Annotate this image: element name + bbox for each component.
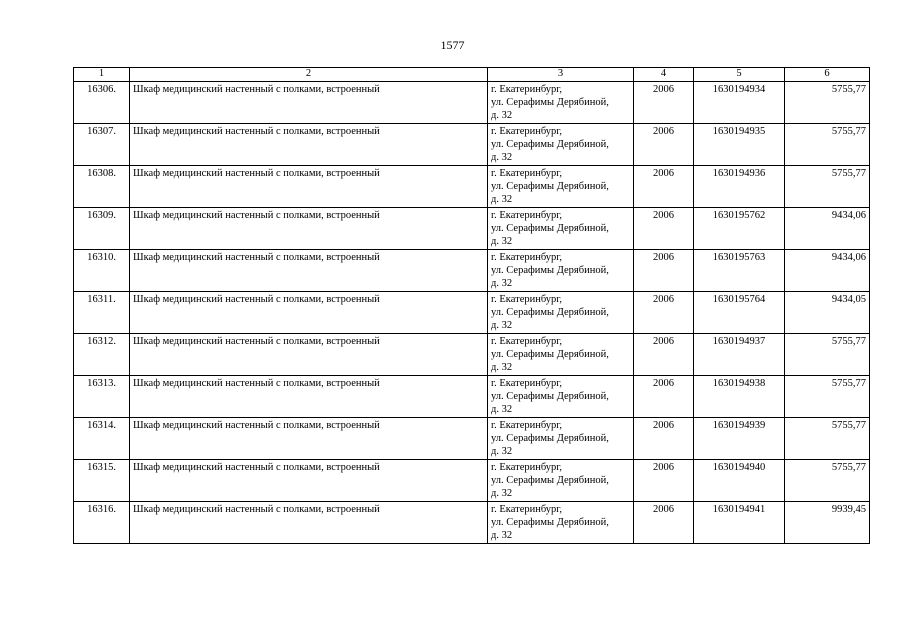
year-cell: 2006 <box>634 460 694 502</box>
table-body <box>74 82 870 544</box>
address-cell <box>488 250 634 292</box>
row-number-cell: 16313. <box>74 376 130 418</box>
year-cell: 2006 <box>634 418 694 460</box>
value-cell: 5755,77 <box>785 124 870 166</box>
address-line: ул. Серафимы Дерябиной, <box>491 433 609 444</box>
table-row <box>74 166 870 208</box>
row-number-cell: 16315. <box>74 460 130 502</box>
table-row <box>74 208 870 250</box>
item-name-cell: Шкаф медицинский настенный с полками, встроенный <box>130 376 488 418</box>
address-cell <box>488 334 634 376</box>
address-cell <box>488 460 634 502</box>
item-name-cell: Шкаф медицинский настенный с полками, встроенный <box>130 166 488 208</box>
year-cell: 2006 <box>634 292 694 334</box>
item-name-cell: Шкаф медицинский настенный с полками, встроенный <box>130 418 488 460</box>
value-cell: 5755,77 <box>785 418 870 460</box>
item-name-cell: Шкаф медицинский настенный с полками, встроенный <box>130 208 488 250</box>
address-line: д. 32 <box>491 278 513 289</box>
row-number-cell: 16309. <box>74 208 130 250</box>
inventory-code-cell: 1630194938 <box>694 376 785 418</box>
address-line: д. 32 <box>491 446 513 457</box>
year-cell: 2006 <box>634 334 694 376</box>
year-cell: 2006 <box>634 166 694 208</box>
table-row <box>74 124 870 166</box>
address-line: ул. Серафимы Дерябиной, <box>491 475 609 486</box>
year-cell: 2006 <box>634 502 694 544</box>
value-cell: 5755,77 <box>785 166 870 208</box>
item-name-cell: Шкаф медицинский настенный с полками, встроенный <box>130 460 488 502</box>
column-header-3: 3 <box>488 68 634 82</box>
row-number-cell: 16314. <box>74 418 130 460</box>
value-cell: 9434,06 <box>785 250 870 292</box>
year-cell: 2006 <box>634 82 694 124</box>
address-line: ул. Серафимы Дерябиной, <box>491 181 609 192</box>
value-cell: 5755,77 <box>785 82 870 124</box>
address-line: г. Екатеринбург, <box>491 420 563 431</box>
address-line: г. Екатеринбург, <box>491 168 563 179</box>
address-line: ул. Серафимы Дерябиной, <box>491 223 609 234</box>
property-registry-table <box>73 67 870 544</box>
year-cell: 2006 <box>634 124 694 166</box>
address-line: д. 32 <box>491 152 513 163</box>
inventory-code-cell: 1630194935 <box>694 124 785 166</box>
address-line: ул. Серафимы Дерябиной, <box>491 265 609 276</box>
address-line: г. Екатеринбург, <box>491 378 563 389</box>
address-line: ул. Серафимы Дерябиной, <box>491 349 609 360</box>
inventory-code-cell: 1630195762 <box>694 208 785 250</box>
row-number-cell: 16308. <box>74 166 130 208</box>
address-cell <box>488 208 634 250</box>
inventory-code-cell: 1630194941 <box>694 502 785 544</box>
value-cell: 9434,06 <box>785 208 870 250</box>
table-row <box>74 418 870 460</box>
inventory-code-cell: 1630194939 <box>694 418 785 460</box>
inventory-code-cell: 1630195763 <box>694 250 785 292</box>
column-header-5: 5 <box>694 68 785 82</box>
row-number-cell: 16316. <box>74 502 130 544</box>
year-cell: 2006 <box>634 250 694 292</box>
column-header-1: 1 <box>74 68 130 82</box>
item-name-cell: Шкаф медицинский настенный с полками, встроенный <box>130 124 488 166</box>
address-line: д. 32 <box>491 404 513 415</box>
address-cell <box>488 418 634 460</box>
table-row <box>74 502 870 544</box>
address-line: г. Екатеринбург, <box>491 126 563 137</box>
address-line: д. 32 <box>491 320 513 331</box>
inventory-code-cell: 1630194934 <box>694 82 785 124</box>
value-cell: 5755,77 <box>785 334 870 376</box>
address-line: д. 32 <box>491 110 513 121</box>
address-line: д. 32 <box>491 362 513 373</box>
table-row <box>74 82 870 124</box>
table-row <box>74 334 870 376</box>
address-line: г. Екатеринбург, <box>491 84 563 95</box>
inventory-code-cell: 1630194940 <box>694 460 785 502</box>
value-cell: 9434,05 <box>785 292 870 334</box>
address-line: ул. Серафимы Дерябиной, <box>491 97 609 108</box>
column-header-6: 6 <box>785 68 870 82</box>
table-row <box>74 250 870 292</box>
column-header-2: 2 <box>130 68 488 82</box>
address-line: ул. Серафимы Дерябиной, <box>491 391 609 402</box>
address-line: д. 32 <box>491 236 513 247</box>
address-line: д. 32 <box>491 488 513 499</box>
year-cell: 2006 <box>634 208 694 250</box>
table-header-row <box>74 68 870 82</box>
item-name-cell: Шкаф медицинский настенный с полками, встроенный <box>130 334 488 376</box>
inventory-code-cell: 1630194936 <box>694 166 785 208</box>
address-line: г. Екатеринбург, <box>491 210 563 221</box>
row-number-cell: 16306. <box>74 82 130 124</box>
value-cell: 5755,77 <box>785 460 870 502</box>
page-number: 1577 <box>440 38 465 52</box>
column-header-4: 4 <box>634 68 694 82</box>
row-number-cell: 16307. <box>74 124 130 166</box>
address-cell <box>488 502 634 544</box>
address-line: г. Екатеринбург, <box>491 504 563 515</box>
inventory-code-cell: 1630194937 <box>694 334 785 376</box>
address-cell <box>488 166 634 208</box>
row-number-cell: 16312. <box>74 334 130 376</box>
address-line: д. 32 <box>491 194 513 205</box>
item-name-cell: Шкаф медицинский настенный с полками, встроенный <box>130 250 488 292</box>
table-row <box>74 292 870 334</box>
value-cell: 9939,45 <box>785 502 870 544</box>
row-number-cell: 16311. <box>74 292 130 334</box>
address-cell <box>488 124 634 166</box>
inventory-code-cell: 1630195764 <box>694 292 785 334</box>
address-line: г. Екатеринбург, <box>491 462 563 473</box>
address-line: ул. Серафимы Дерябиной, <box>491 517 609 528</box>
address-line: г. Екатеринбург, <box>491 294 563 305</box>
address-cell <box>488 292 634 334</box>
year-cell: 2006 <box>634 376 694 418</box>
value-cell: 5755,77 <box>785 376 870 418</box>
item-name-cell: Шкаф медицинский настенный с полками, встроенный <box>130 82 488 124</box>
row-number-cell: 16310. <box>74 250 130 292</box>
address-line: ул. Серафимы Дерябиной, <box>491 139 609 150</box>
address-line: д. 32 <box>491 530 513 541</box>
address-cell <box>488 376 634 418</box>
address-line: ул. Серафимы Дерябиной, <box>491 307 609 318</box>
item-name-cell: Шкаф медицинский настенный с полками, встроенный <box>130 292 488 334</box>
table-row <box>74 460 870 502</box>
address-line: г. Екатеринбург, <box>491 252 563 263</box>
address-line: г. Екатеринбург, <box>491 336 563 347</box>
table-row <box>74 376 870 418</box>
address-cell <box>488 82 634 124</box>
item-name-cell: Шкаф медицинский настенный с полками, встроенный <box>130 502 488 544</box>
